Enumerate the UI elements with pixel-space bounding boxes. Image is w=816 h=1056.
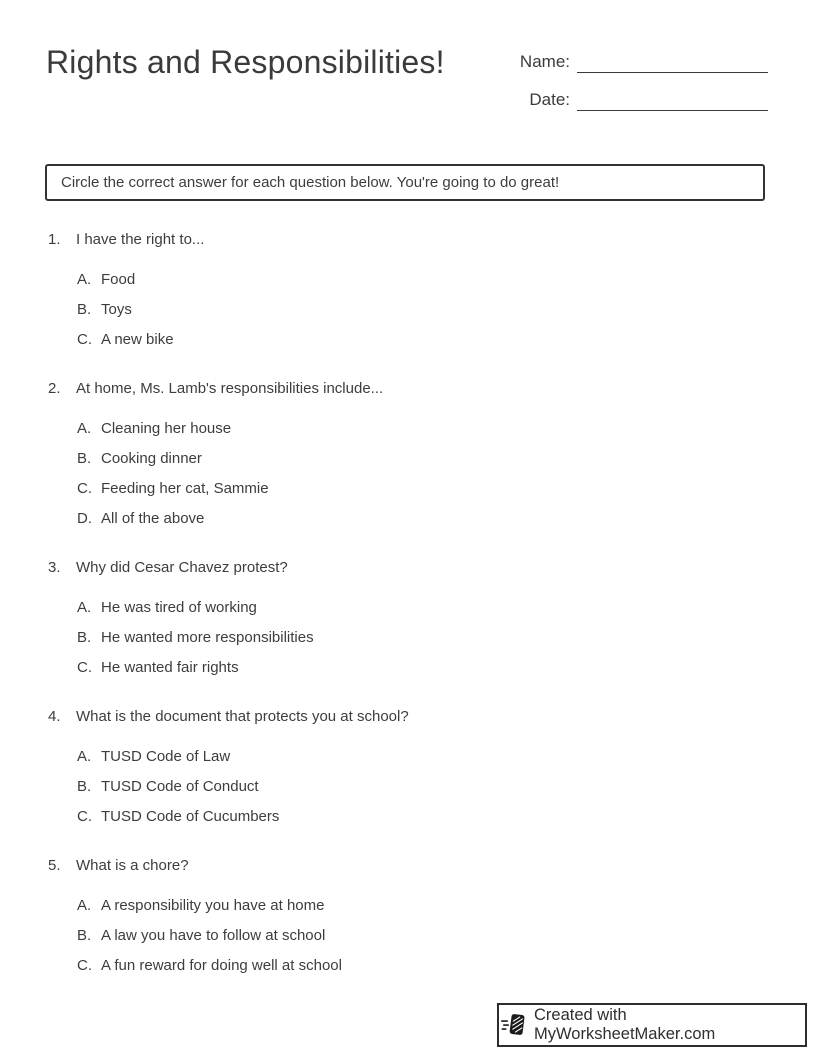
option-text: TUSD Code of Conduct — [101, 778, 259, 795]
question-5-row — [48, 855, 768, 877]
option-text: Cooking dinner — [101, 450, 202, 467]
option-letter: A. — [77, 748, 92, 765]
answer-option — [77, 746, 768, 768]
question-1-options — [77, 269, 768, 351]
option-text: He was tired of working — [101, 599, 257, 616]
answer-option — [77, 657, 768, 679]
option-letter: A. — [77, 271, 92, 288]
option-letter: B. — [77, 450, 92, 467]
option-text: Feeding her cat, Sammie — [101, 480, 269, 497]
option-text: A new bike — [101, 331, 174, 348]
question-2-options — [77, 418, 768, 530]
name-blank-line — [577, 72, 768, 74]
questions-list — [48, 229, 768, 977]
date-blank-line — [577, 110, 768, 112]
answer-option — [77, 955, 768, 977]
question-5 — [48, 855, 768, 977]
answer-option — [77, 448, 768, 470]
answer-option — [77, 329, 768, 351]
answer-option — [77, 776, 768, 798]
name-field-row — [520, 52, 768, 72]
question-4 — [48, 706, 768, 828]
question-4-options — [77, 746, 768, 828]
option-text: He wanted fair rights — [101, 659, 239, 676]
option-letter: C. — [77, 331, 92, 348]
question-text: I have the right to... — [76, 231, 205, 248]
question-1 — [48, 229, 768, 351]
question-3-row — [48, 557, 768, 579]
date-field-row — [529, 90, 768, 110]
option-text: A responsibility you have at home — [101, 897, 325, 914]
question-number: 5. — [48, 857, 61, 874]
option-letter: B. — [77, 629, 92, 646]
option-letter: A. — [77, 897, 92, 914]
answer-option — [77, 895, 768, 917]
option-text: All of the above — [101, 510, 205, 527]
answer-option — [77, 299, 768, 321]
worksheet-title: Rights and Responsibilities! — [46, 44, 445, 80]
answer-option — [77, 269, 768, 291]
question-text: What is the document that protects you at school? — [76, 708, 409, 725]
question-3-options — [77, 597, 768, 679]
footer-credit-box — [497, 1003, 807, 1047]
option-letter: B. — [77, 301, 92, 318]
option-letter: D. — [77, 510, 92, 527]
option-letter: B. — [77, 778, 92, 795]
answer-option — [77, 925, 768, 947]
name-label: Name: — [519, 52, 570, 71]
question-text: What is a chore? — [76, 857, 189, 874]
option-text: TUSD Code of Law — [101, 748, 231, 765]
option-letter: C. — [77, 957, 92, 974]
question-2 — [48, 378, 768, 530]
question-number: 1. — [48, 231, 61, 248]
question-text: Why did Cesar Chavez protest? — [76, 559, 288, 576]
option-text: Cleaning her house — [101, 420, 232, 437]
footer-credit-text: Created with MyWorksheetMaker.com — [534, 1006, 716, 1043]
option-text: Toys — [101, 301, 132, 318]
answer-option — [77, 806, 768, 828]
option-letter: A. — [77, 599, 92, 616]
date-label: Date: — [529, 90, 570, 109]
option-letter: A. — [77, 420, 92, 437]
option-text: A law you have to follow at school — [101, 927, 326, 944]
instructions-box — [45, 164, 765, 201]
option-letter: C. — [77, 480, 92, 497]
answer-option — [77, 478, 768, 500]
question-2-row — [48, 378, 768, 400]
option-letter: C. — [77, 659, 92, 676]
answer-option — [77, 627, 768, 649]
question-4-row — [48, 706, 768, 728]
question-3 — [48, 557, 768, 679]
instructions-text: Circle the correct answer for each question below. You're going to do great! — [61, 174, 560, 191]
option-letter: B. — [77, 927, 92, 944]
question-number: 4. — [48, 708, 61, 725]
myworksheetmaker-logo-icon — [499, 1011, 527, 1039]
question-5-options — [77, 895, 768, 977]
option-text: A fun reward for doing well at school — [101, 957, 342, 974]
option-letter: C. — [77, 808, 92, 825]
option-text: TUSD Code of Cucumbers — [101, 808, 280, 825]
option-text: He wanted more responsibilities — [101, 629, 314, 646]
question-text: At home, Ms. Lamb's responsibilities include... — [76, 380, 384, 397]
answer-option — [77, 418, 768, 440]
question-number: 2. — [48, 380, 61, 397]
answer-option — [77, 597, 768, 619]
question-number: 3. — [48, 559, 61, 576]
option-text: Food — [101, 271, 136, 288]
question-1-row — [48, 229, 768, 251]
answer-option — [77, 508, 768, 530]
